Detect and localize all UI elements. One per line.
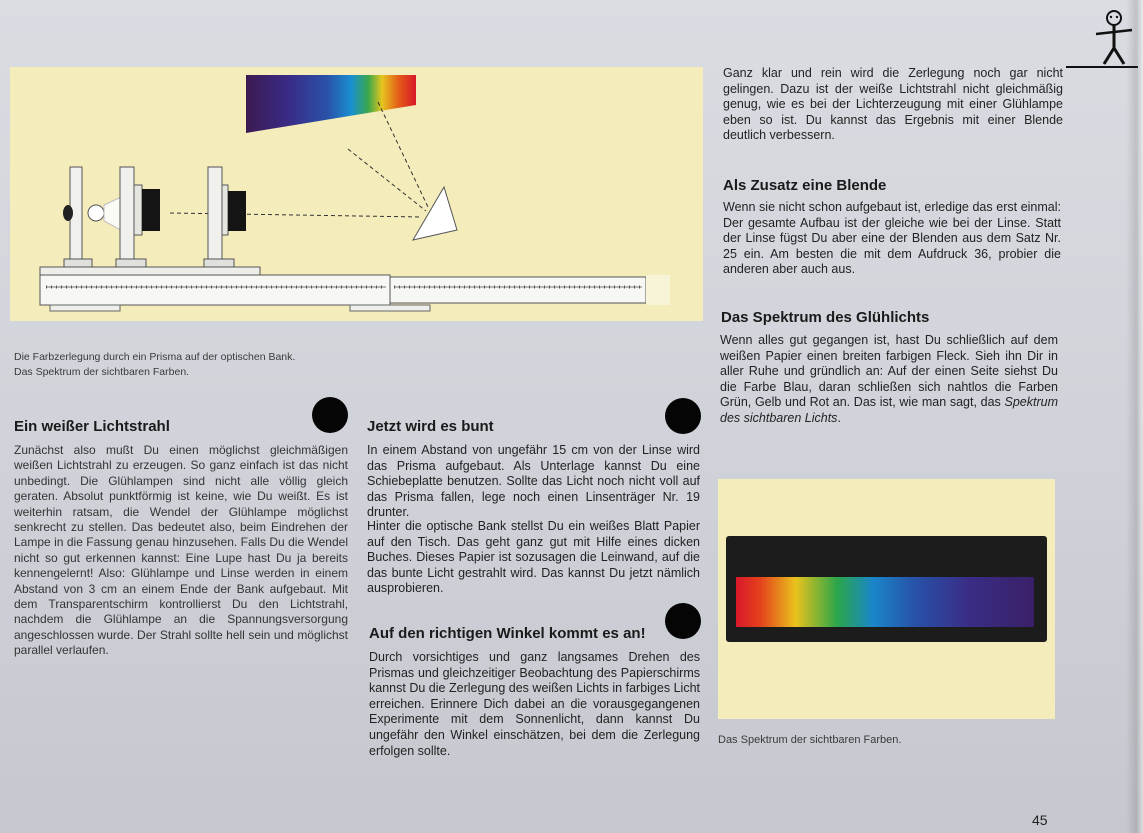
paragraph-spektrum-italic: Spektrum des sichtbaren Lichts [720, 395, 1058, 425]
heading-spektrum: Das Spektrum des Glühlichts [721, 309, 930, 326]
lens-holder [116, 167, 160, 267]
prism [413, 187, 457, 240]
difficulty-dot-icon [312, 397, 348, 433]
projected-spectrum [246, 75, 416, 133]
optical-bench-drawing [10, 67, 703, 321]
paragraph-spektrum [720, 333, 1058, 427]
diaphragm-holder [204, 167, 246, 267]
page-edge [1126, 0, 1143, 833]
paragraph-spektrum-end: . [837, 410, 841, 425]
top-figure-caption [14, 350, 354, 380]
intro-paragraph: Ganz klar und rein wird die Zerlegung noch gar nicht gelingen. Dazu ist der weiße Lichtstrahl nicht gleichmäßig genug, wie es bei der Lichterzeugung mit einer Glühlampe eben so ist. Du kannst das Ergebnis mit einer Blende deutlich verbessern. [723, 66, 1063, 143]
heading-lichtstrahl: Ein weißer Lichtstrahl [14, 418, 170, 435]
paragraph-bunt-1: In einem Abstand von ungefähr 15 cm von der Linse wird das Prisma aufgebaut. Als Unterlage kannst Du eine Schiebeplatte benutzen. Sollte das Licht noch nicht voll auf das Prisma fallen, lege noch einen Linsenträger Nr. 19 drunter. [367, 443, 700, 520]
heading-bunt: Jetzt wird es bunt [367, 418, 494, 435]
paragraph-spektrum-text: Wenn alles gut gegangen ist, hast Du schließlich auf dem weißen Papier einen breiten farbigen Fleck. Sieh ihn Dir in aller Ruhe und gründlich an: Auf der einen Seite siehst Du die Farbe Blau, daran schließen sich nahtlos die Farben Grün, Gelb und Rot an. Das ist, wie man sagt, das [720, 333, 1058, 410]
paragraph-blende: Wenn sie nicht schon aufgebaut ist, erledige das erst einmal: Der gesamte Aufbau ist der gleiche wie bei der Linse. Statt der Linse fügst Du aber eine der Blenden aus dem Satz Nr. 25 ein. Am besten die mit dem Aufdruck 36, probier die anderen aber auch aus. [723, 200, 1061, 277]
optical-bench-illustration [10, 67, 703, 321]
caption-line: Das Spektrum der sichtbaren Farben. [14, 366, 190, 378]
paragraph-winkel: Durch vorsichtiges und ganz langsames Drehen des Prismas und gleichzeitiger Beobachtung des Papierschirms kannst Du die Zerlegung des weißen Lichts in farbiges Licht erreichen. Erinnere Dich dabei an die vorausgegangenen Experimente mit dem Sonnenlicht, dann kannst Du ungefähr den Winkel einschätzen, bei dem die Zerlegung erfolgen sollte. [369, 650, 700, 758]
optical-bench-rail [40, 267, 670, 311]
heading-winkel: Auf den richtigen Winkel kommt es an! [369, 625, 646, 642]
difficulty-dot-icon [665, 603, 701, 639]
difficulty-dot-icon [665, 398, 701, 434]
spectrum-figure [718, 479, 1055, 719]
paragraph-lichtstrahl: Zunächst also mußt Du einen möglichst gleichmäßigen weißen Lichtstrahl zu erzeugen. So ganz einfach ist das nicht unbedingt. Die Glühlampen sind nicht alle völlig gleich geraten. Absolut punktförmig ist keine, wie Du weißt. Es ist weiterhin ratsam, die Wendel der Glühlampe möglichst senkrecht zu stellen. Das bedeutet also, beim Eindrehen der Lampe in die Fassung genau hinzusehen. Falls Du die Wendel nicht so gut erkennen kannst: Eine Lupe hast Du ja bereits kennengelernt! Also: Glühlampe und Linse werden in einem Abstand von 3 cm an einem Ende der Bank aufgebaut. Mit dem Transparentschirm kontrollierst Du den Lichtstrahl, nachdem die Glühlampe an die Spannungsversorgung angeschlossen wurde. Der Strahl sollte hell sein und möglichst parallel verlaufen. [14, 443, 348, 658]
right-figure-caption: Das Spektrum der sichtbaren Farben. [718, 734, 902, 746]
page-number: 45 [1032, 812, 1048, 828]
paragraph-bunt-2: Hinter die optische Bank stellst Du ein weißes Blatt Papier auf den Tisch. Das geht ganz gut mit Hilfe eines dicken Buches. Dieses Papier ist sozusagen die Leinwand, auf die das bunte Licht gestrahlt wird. Das kannst Du jetzt nämlich ausprobieren. [367, 519, 700, 596]
caption-line: Die Farbzerlegung durch ein Prisma auf der optischen Bank. [14, 351, 296, 363]
heading-blende: Als Zusatz eine Blende [723, 177, 887, 194]
spectrum-band [736, 577, 1034, 627]
